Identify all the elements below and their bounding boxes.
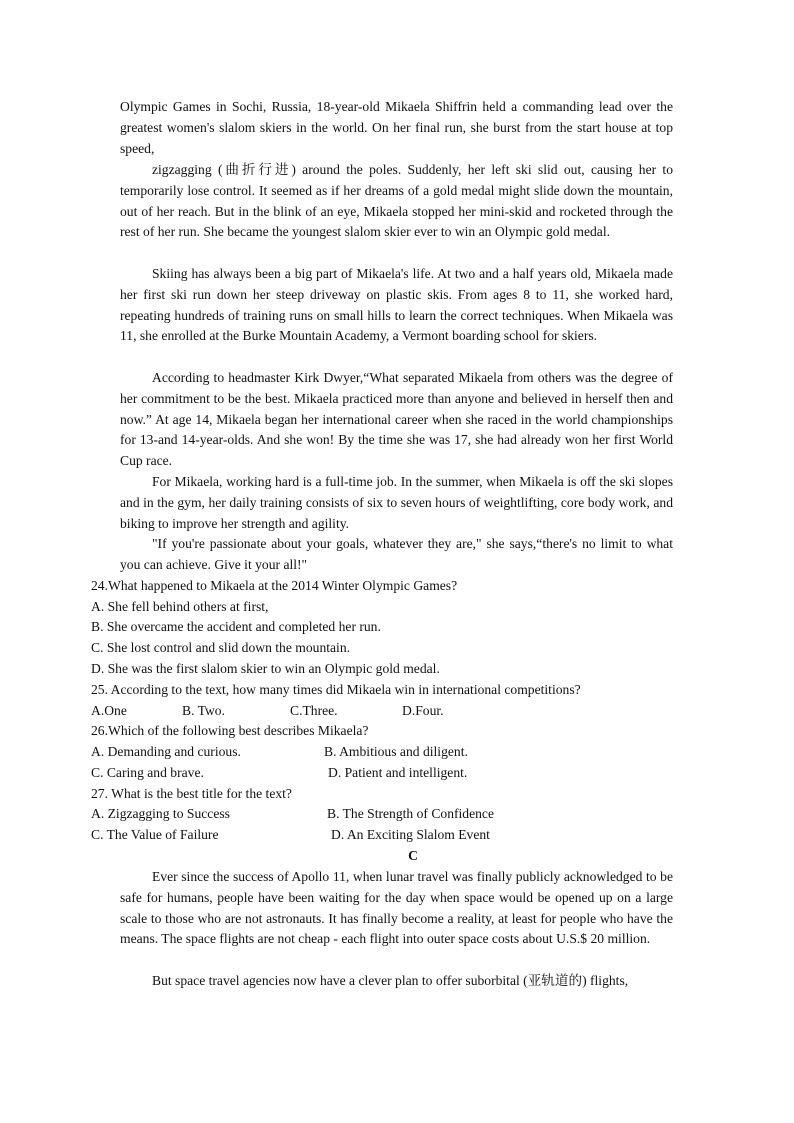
answer-option: C. The Value of Failure [91,827,219,842]
answer-option: B. The Strength of Confidence [327,806,494,821]
answer-option: C.Three. [290,703,338,718]
passage-paragraph: According to headmaster Kirk Dwyer,“What separated Mikaela from others was the degree of her commitment to be the best. Mikaela practiced more than anyone and believed in herself then and now.” At age 14, Mikaela began her international career when she raced in the world championships for 13-and 14-year-olds. And she won! By the time she was 17, she had already won her first World Cup race. [120,370,673,469]
passage-paragraph: zigzagging (曲折行进) around the poles. Suddenly, her left ski slid out, causing her to temporarily lose control. It seemed as if her dreams of a gold medal might slide down the mountain, out of her reach. But in the blink of an eye, Mikaela stopped her mini-skid and rocketed through the rest of her run. She became the youngest slalom skier ever to win an Olympic gold medal. [120,162,673,240]
section-heading: C [408,848,418,863]
answer-option: A. Zigzagging to Success [91,806,230,821]
answer-option: C. She lost control and slid down the mountain. [91,640,351,655]
answer-option: D. An Exciting Slalom Event [331,827,490,842]
answer-option: A.One [91,703,127,718]
passage-paragraph: But space travel agencies now have a clever plan to offer suborbital (亚轨道的) flights, [152,973,629,988]
answer-option: B. Ambitious and diligent. [324,744,468,759]
answer-option: B. Two. [182,703,225,718]
passage-paragraph: For Mikaela, working hard is a full-time job. In the summer, when Mikaela is off the ski slopes and in the gym, her daily training consists of six to seven hours of weightlifting, core body work, and biking to improve her strength and agility. [120,474,673,531]
passage-paragraph: Skiing has always been a big part of Mikaela's life. At two and a half years old, Mikaela made her first ski run down her steep driveway on plastic skis. From ages 8 to 11, she worked hard, repeating hundreds of training runs on small hills to learn the correct techniques. When Mikaela was 11, she enrolled at the Burke Mountain Academy, a Vermont boarding school for skiers. [120,266,673,344]
answer-option: B. She overcame the accident and completed her run. [91,619,381,634]
passage-paragraph: Ever since the success of Apollo 11, when lunar travel was finally publicly acknowledged to be safe for humans, people have been waiting for the day when space would be opened up on a large scale to those who are not astronauts. It has finally become a reality, at least for people who have the means. The space flights are not cheap - each flight into outer space costs about U.S.$ 20 million. [120,869,673,947]
passage-paragraph: Olympic Games in Sochi, Russia, 18-year-old Mikaela Shiffrin held a commanding lead over the greatest women's slalom skiers in the world. On her final run, she burst from the start house at top speed, [120,99,673,156]
answer-option: D.Four. [402,703,444,718]
answer-option: A. She fell behind others at first, [91,599,269,614]
question-stem: 27. What is the best title for the text? [91,786,292,801]
question-stem: 25. According to the text, how many times did Mikaela win in international competitions? [91,682,581,697]
question-stem: 26.Which of the following best describes Mikaela? [91,723,369,738]
answer-option: D. She was the first slalom skier to win an Olympic gold medal. [91,661,440,676]
answer-option: D. Patient and intelligent. [328,765,468,780]
answer-option: C. Caring and brave. [91,765,204,780]
answer-option: A. Demanding and curious. [91,744,241,759]
passage-paragraph: "If you're passionate about your goals, whatever they are," she says,“there's no limit to what you can achieve. Give it your all!" [120,536,673,572]
question-stem: 24.What happened to Mikaela at the 2014 Winter Olympic Games? [91,578,458,593]
